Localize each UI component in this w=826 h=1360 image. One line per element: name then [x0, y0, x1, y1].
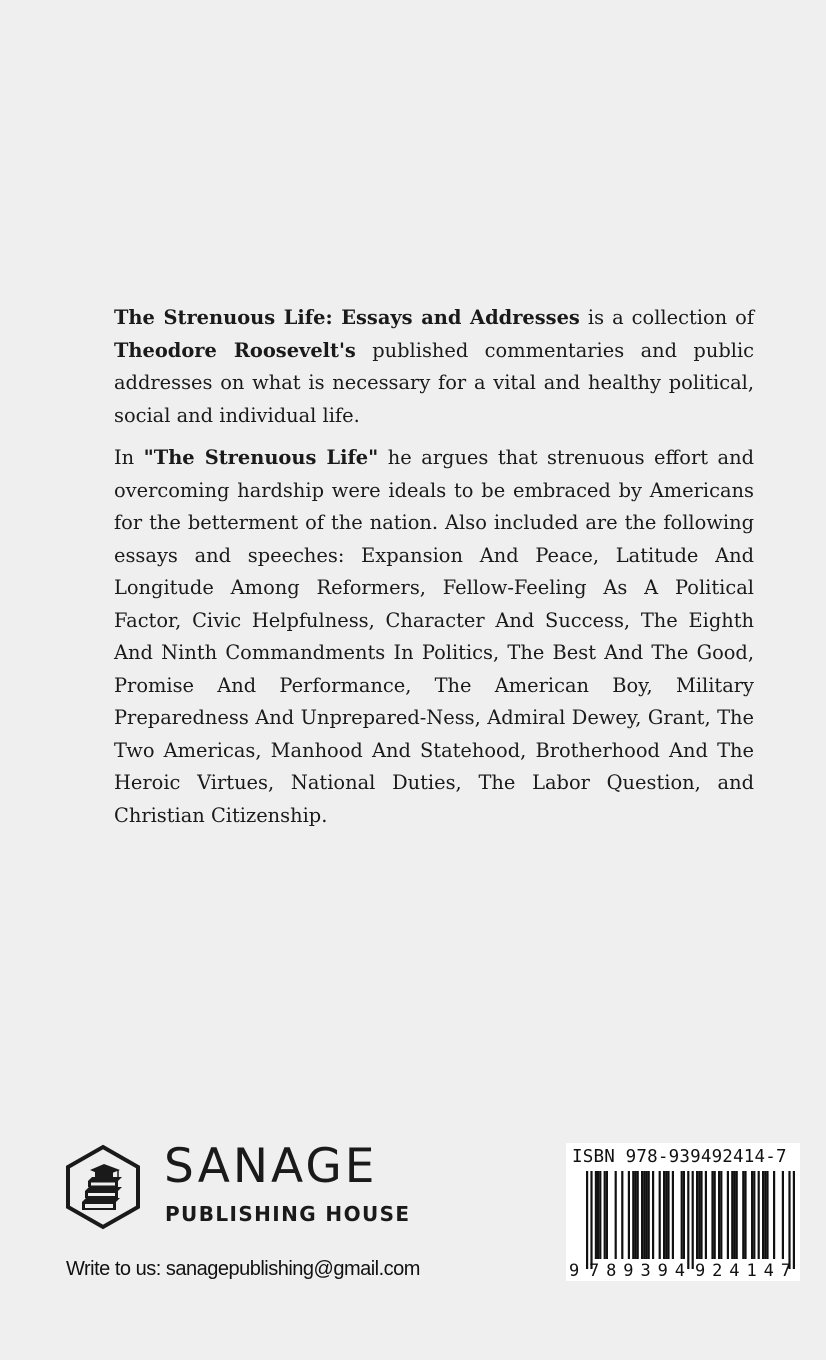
isbn-label: ISBN 978-939492414-7 — [572, 1147, 787, 1167]
blurb-text: he argues that strenuous effort and overcoming hardship were ideals to be embraced by Americans for the betterment of the nation. Also included are the following essays and speeches: Expansion And Peace, Latitude And Longitude Among Reformers, Fellow-Feeling As A Political Factor, Civic Helpfulness, Character And Success, The Eighth And Ninth Commandments In Politics, The Best And The Good, Promise And Performance, The American Boy, Military Preparedness And Unprepared-Ness, Admiral Dewey, Grant, The Two Americas, Manhood And Statehood, Brotherhood And The Heroic Virtues, National Duties, The Labor Question, and Christian Citizenship. — [114, 446, 755, 827]
blurb-paragraph-2 — [114, 442, 754, 832]
barcode-digits-right: 924147 — [695, 1261, 791, 1281]
essay-title: "The Strenuous Life" — [143, 446, 379, 469]
blurb-text: published commentaries and public addresses on what is necessary for a vital and healthy political, social and individual life. — [114, 338, 755, 427]
isbn-barcode — [566, 1143, 800, 1281]
blurb-text: In — [114, 446, 144, 469]
contact-email-line: Write to us: sanagepublishing@gmail.com — [66, 1258, 420, 1280]
back-cover-blurb — [114, 302, 754, 842]
publisher-block — [64, 1140, 424, 1230]
book-title: The Strenuous Life: Essays and Addresses — [114, 306, 580, 329]
blurb-text: is a collection of — [579, 306, 754, 329]
publisher-name: SANAGE — [164, 1139, 378, 1194]
blurb-paragraph-1 — [114, 302, 754, 432]
barcode-digits — [566, 1143, 800, 1281]
stacked-books-hexagon-icon — [64, 1144, 142, 1230]
barcode-digits-left: 789394 — [589, 1261, 685, 1281]
publisher-subtitle: PUBLISHING HOUSE — [165, 1202, 411, 1226]
author-name: Theodore Roosevelt's — [114, 338, 356, 362]
barcode-digit-lead: 9 — [569, 1261, 580, 1281]
